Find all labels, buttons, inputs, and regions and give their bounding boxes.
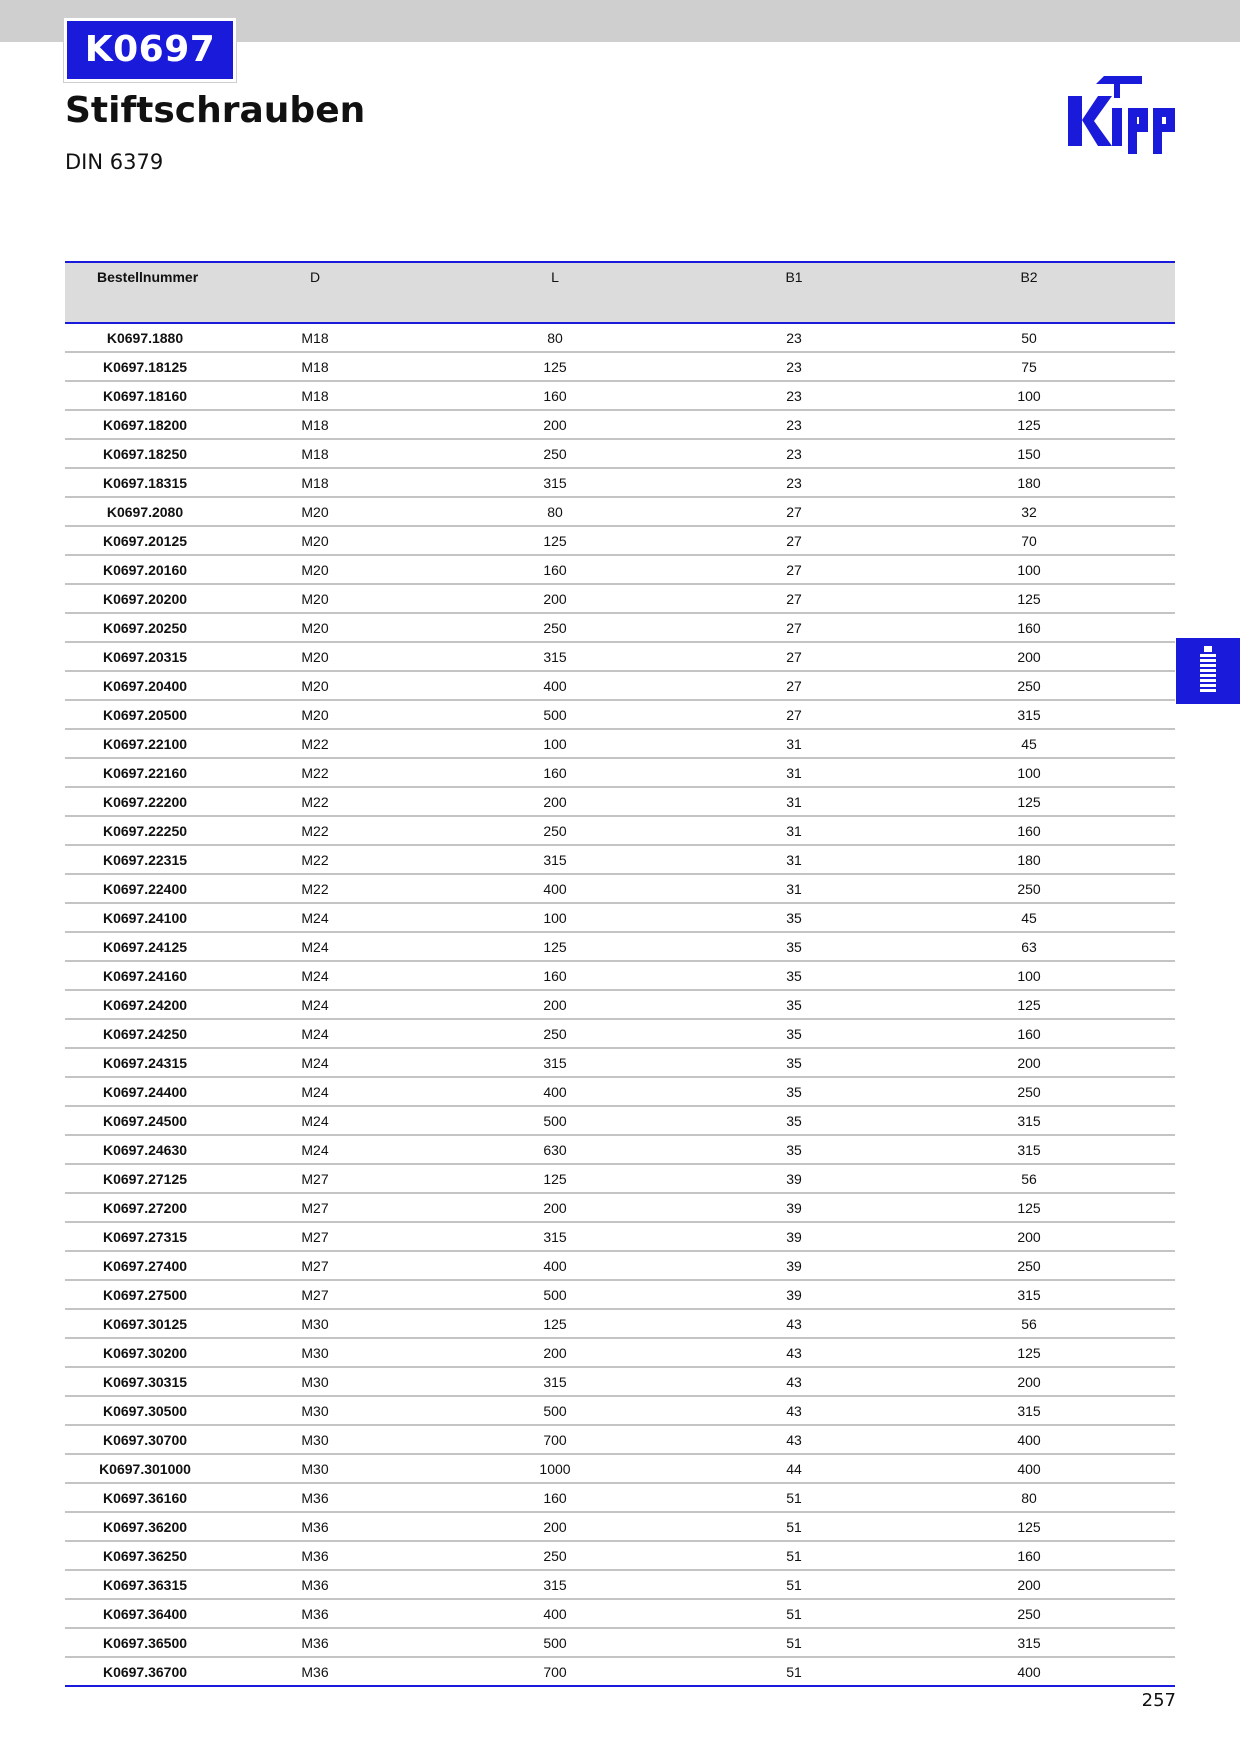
table-body: [65, 323, 1175, 1686]
l-cell: 315: [405, 468, 705, 497]
l-cell: 315: [405, 845, 705, 874]
l-cell: 1000: [405, 1454, 705, 1483]
b2-cell: 125: [883, 787, 1175, 816]
order-number-cell: K0697.24400: [65, 1077, 225, 1106]
order-number-cell: K0697.24160: [65, 961, 225, 990]
order-number-cell: K0697.20200: [65, 584, 225, 613]
b1-cell: 35: [705, 903, 883, 932]
page-title: Stiftschrauben: [65, 90, 366, 131]
l-cell: 400: [405, 1599, 705, 1628]
l-cell: 250: [405, 1541, 705, 1570]
b2-cell: 180: [883, 468, 1175, 497]
order-number-cell: K0697.22160: [65, 758, 225, 787]
l-cell: 400: [405, 874, 705, 903]
col-header-b2: B2: [883, 262, 1175, 323]
b1-cell: 39: [705, 1251, 883, 1280]
d-cell: M20: [225, 642, 405, 671]
order-number-cell: K0697.27315: [65, 1222, 225, 1251]
table-row: [65, 1193, 1175, 1222]
l-cell: 700: [405, 1425, 705, 1454]
order-number-cell: K0697.22100: [65, 729, 225, 758]
l-cell: 125: [405, 1309, 705, 1338]
b1-cell: 35: [705, 932, 883, 961]
l-cell: 200: [405, 990, 705, 1019]
table-row: [65, 1454, 1175, 1483]
table-row: [65, 1280, 1175, 1309]
col-header-d: D: [225, 262, 405, 323]
order-number-cell: K0697.22250: [65, 816, 225, 845]
l-cell: 700: [405, 1657, 705, 1686]
table-row: [65, 439, 1175, 468]
order-number-cell: K0697.20315: [65, 642, 225, 671]
table-row: [65, 990, 1175, 1019]
d-cell: M36: [225, 1483, 405, 1512]
order-number-cell: K0697.36400: [65, 1599, 225, 1628]
b1-cell: 27: [705, 497, 883, 526]
l-cell: 250: [405, 439, 705, 468]
d-cell: M20: [225, 584, 405, 613]
b1-cell: 23: [705, 323, 883, 352]
d-cell: M24: [225, 961, 405, 990]
dimension-table: [65, 261, 1175, 1687]
d-cell: M20: [225, 613, 405, 642]
l-cell: 200: [405, 410, 705, 439]
l-cell: 200: [405, 1338, 705, 1367]
b2-cell: 400: [883, 1657, 1175, 1686]
d-cell: M30: [225, 1425, 405, 1454]
b2-cell: 70: [883, 526, 1175, 555]
l-cell: 400: [405, 1251, 705, 1280]
table-row: [65, 1570, 1175, 1599]
table-row: [65, 1077, 1175, 1106]
threaded-stud-icon: [1198, 646, 1218, 696]
b1-cell: 23: [705, 352, 883, 381]
l-cell: 125: [405, 352, 705, 381]
table-row: [65, 613, 1175, 642]
b1-cell: 31: [705, 729, 883, 758]
order-number-cell: K0697.18315: [65, 468, 225, 497]
table-row: [65, 961, 1175, 990]
b2-cell: 250: [883, 1599, 1175, 1628]
order-number-cell: K0697.36700: [65, 1657, 225, 1686]
d-cell: M20: [225, 671, 405, 700]
d-cell: M22: [225, 729, 405, 758]
b2-cell: 250: [883, 671, 1175, 700]
order-number-cell: K0697.24200: [65, 990, 225, 1019]
b2-cell: 150: [883, 439, 1175, 468]
d-cell: M27: [225, 1251, 405, 1280]
b1-cell: 27: [705, 584, 883, 613]
b1-cell: 35: [705, 1048, 883, 1077]
d-cell: M24: [225, 1077, 405, 1106]
d-cell: M36: [225, 1570, 405, 1599]
l-cell: 500: [405, 700, 705, 729]
order-number-cell: K0697.20125: [65, 526, 225, 555]
b2-cell: 80: [883, 1483, 1175, 1512]
d-cell: M18: [225, 381, 405, 410]
order-number-cell: K0697.301000: [65, 1454, 225, 1483]
d-cell: M22: [225, 874, 405, 903]
b1-cell: 31: [705, 758, 883, 787]
b1-cell: 31: [705, 845, 883, 874]
b2-cell: 200: [883, 1048, 1175, 1077]
order-number-cell: K0697.22400: [65, 874, 225, 903]
b1-cell: 51: [705, 1570, 883, 1599]
d-cell: M20: [225, 526, 405, 555]
table-row: [65, 1222, 1175, 1251]
b2-cell: 250: [883, 874, 1175, 903]
table-row: [65, 787, 1175, 816]
l-cell: 500: [405, 1628, 705, 1657]
table-row: [65, 1048, 1175, 1077]
d-cell: M27: [225, 1164, 405, 1193]
order-number-cell: K0697.27125: [65, 1164, 225, 1193]
b1-cell: 39: [705, 1164, 883, 1193]
b1-cell: 43: [705, 1338, 883, 1367]
d-cell: M22: [225, 787, 405, 816]
b1-cell: 43: [705, 1425, 883, 1454]
d-cell: M24: [225, 903, 405, 932]
b2-cell: 100: [883, 381, 1175, 410]
table-row: [65, 497, 1175, 526]
order-number-cell: K0697.22315: [65, 845, 225, 874]
b2-cell: 56: [883, 1309, 1175, 1338]
order-number-cell: K0697.24500: [65, 1106, 225, 1135]
table-row: [65, 903, 1175, 932]
b1-cell: 51: [705, 1599, 883, 1628]
table-row: [65, 642, 1175, 671]
b1-cell: 23: [705, 468, 883, 497]
table-row: [65, 381, 1175, 410]
b1-cell: 23: [705, 439, 883, 468]
l-cell: 315: [405, 1367, 705, 1396]
d-cell: M24: [225, 1135, 405, 1164]
b2-cell: 315: [883, 1628, 1175, 1657]
table-row: [65, 1106, 1175, 1135]
d-cell: M18: [225, 352, 405, 381]
b2-cell: 200: [883, 1570, 1175, 1599]
l-cell: 250: [405, 816, 705, 845]
b2-cell: 315: [883, 1106, 1175, 1135]
b2-cell: 400: [883, 1425, 1175, 1454]
l-cell: 200: [405, 584, 705, 613]
d-cell: M24: [225, 932, 405, 961]
table-row: [65, 1512, 1175, 1541]
table-row: [65, 352, 1175, 381]
d-cell: M18: [225, 468, 405, 497]
l-cell: 630: [405, 1135, 705, 1164]
b2-cell: 125: [883, 1193, 1175, 1222]
category-tab[interactable]: [1176, 638, 1240, 704]
d-cell: M22: [225, 758, 405, 787]
table-row: [65, 526, 1175, 555]
d-cell: M36: [225, 1541, 405, 1570]
order-number-cell: K0697.30125: [65, 1309, 225, 1338]
l-cell: 400: [405, 1077, 705, 1106]
d-cell: M24: [225, 990, 405, 1019]
order-number-cell: K0697.36500: [65, 1628, 225, 1657]
l-cell: 250: [405, 1019, 705, 1048]
table-row: [65, 671, 1175, 700]
b2-cell: 45: [883, 729, 1175, 758]
table-row: [65, 1309, 1175, 1338]
table-row: [65, 816, 1175, 845]
l-cell: 80: [405, 497, 705, 526]
b1-cell: 31: [705, 787, 883, 816]
d-cell: M24: [225, 1019, 405, 1048]
d-cell: M36: [225, 1628, 405, 1657]
b1-cell: 23: [705, 381, 883, 410]
l-cell: 200: [405, 1512, 705, 1541]
l-cell: 315: [405, 1222, 705, 1251]
d-cell: M36: [225, 1512, 405, 1541]
b1-cell: 27: [705, 671, 883, 700]
l-cell: 500: [405, 1396, 705, 1425]
table-row: [65, 1396, 1175, 1425]
table-row: [65, 1135, 1175, 1164]
b2-cell: 125: [883, 1338, 1175, 1367]
order-number-cell: K0697.30500: [65, 1396, 225, 1425]
d-cell: M30: [225, 1338, 405, 1367]
order-number-cell: K0697.36160: [65, 1483, 225, 1512]
order-number-cell: K0697.24250: [65, 1019, 225, 1048]
table-row: [65, 1019, 1175, 1048]
b2-cell: 315: [883, 1135, 1175, 1164]
b1-cell: 35: [705, 1135, 883, 1164]
d-cell: M22: [225, 816, 405, 845]
b1-cell: 35: [705, 990, 883, 1019]
b2-cell: 125: [883, 990, 1175, 1019]
d-cell: M18: [225, 323, 405, 352]
b2-cell: 315: [883, 1280, 1175, 1309]
col-header-b1: B1: [705, 262, 883, 323]
d-cell: M36: [225, 1657, 405, 1686]
l-cell: 200: [405, 787, 705, 816]
order-number-cell: K0697.1880: [65, 323, 225, 352]
table-row: [65, 729, 1175, 758]
order-number-cell: K0697.24630: [65, 1135, 225, 1164]
table-row: [65, 845, 1175, 874]
order-number-cell: K0697.36200: [65, 1512, 225, 1541]
order-number-cell: K0697.24315: [65, 1048, 225, 1077]
b2-cell: 100: [883, 758, 1175, 787]
b1-cell: 35: [705, 1077, 883, 1106]
b1-cell: 35: [705, 1106, 883, 1135]
b2-cell: 125: [883, 1512, 1175, 1541]
b2-cell: 32: [883, 497, 1175, 526]
l-cell: 125: [405, 1164, 705, 1193]
d-cell: M18: [225, 439, 405, 468]
order-number-cell: K0697.20160: [65, 555, 225, 584]
order-number-cell: K0697.22200: [65, 787, 225, 816]
b1-cell: 35: [705, 1019, 883, 1048]
col-header-order-number: Bestellnummer: [65, 262, 225, 323]
table-row: [65, 758, 1175, 787]
order-number-cell: K0697.27500: [65, 1280, 225, 1309]
b2-cell: 180: [883, 845, 1175, 874]
d-cell: M27: [225, 1280, 405, 1309]
table-row: [65, 323, 1175, 352]
order-number-cell: K0697.18200: [65, 410, 225, 439]
b2-cell: 315: [883, 1396, 1175, 1425]
table-row: [65, 1628, 1175, 1657]
b2-cell: 200: [883, 1367, 1175, 1396]
b1-cell: 43: [705, 1396, 883, 1425]
order-number-cell: K0697.30315: [65, 1367, 225, 1396]
b1-cell: 39: [705, 1193, 883, 1222]
order-number-cell: K0697.36315: [65, 1570, 225, 1599]
d-cell: M30: [225, 1367, 405, 1396]
table-row: [65, 700, 1175, 729]
l-cell: 80: [405, 323, 705, 352]
b2-cell: 160: [883, 816, 1175, 845]
l-cell: 100: [405, 729, 705, 758]
order-number-cell: K0697.18125: [65, 352, 225, 381]
table-row: [65, 1657, 1175, 1686]
order-number-cell: K0697.24125: [65, 932, 225, 961]
table-header-row: [65, 262, 1175, 323]
l-cell: 500: [405, 1280, 705, 1309]
b2-cell: 45: [883, 903, 1175, 932]
l-cell: 125: [405, 932, 705, 961]
order-number-cell: K0697.18160: [65, 381, 225, 410]
b2-cell: 400: [883, 1454, 1175, 1483]
d-cell: M27: [225, 1222, 405, 1251]
table-row: [65, 1483, 1175, 1512]
b2-cell: 125: [883, 410, 1175, 439]
kipp-logo: [1066, 74, 1180, 160]
l-cell: 200: [405, 1193, 705, 1222]
table-row: [65, 1599, 1175, 1628]
l-cell: 160: [405, 961, 705, 990]
b1-cell: 27: [705, 555, 883, 584]
b1-cell: 27: [705, 613, 883, 642]
b1-cell: 43: [705, 1367, 883, 1396]
d-cell: M22: [225, 845, 405, 874]
b1-cell: 51: [705, 1483, 883, 1512]
table-row: [65, 584, 1175, 613]
b2-cell: 50: [883, 323, 1175, 352]
b2-cell: 160: [883, 1019, 1175, 1048]
b2-cell: 125: [883, 584, 1175, 613]
l-cell: 500: [405, 1106, 705, 1135]
b1-cell: 44: [705, 1454, 883, 1483]
table-row: [65, 932, 1175, 961]
l-cell: 160: [405, 555, 705, 584]
d-cell: M30: [225, 1454, 405, 1483]
b1-cell: 31: [705, 874, 883, 903]
page-subtitle: DIN 6379: [65, 150, 164, 174]
l-cell: 100: [405, 903, 705, 932]
d-cell: M18: [225, 410, 405, 439]
order-number-cell: K0697.30200: [65, 1338, 225, 1367]
col-header-l: L: [405, 262, 705, 323]
d-cell: M30: [225, 1396, 405, 1425]
l-cell: 315: [405, 1048, 705, 1077]
b1-cell: 27: [705, 526, 883, 555]
l-cell: 250: [405, 613, 705, 642]
b1-cell: 51: [705, 1512, 883, 1541]
table-row: [65, 1338, 1175, 1367]
b1-cell: 31: [705, 816, 883, 845]
order-number-cell: K0697.36250: [65, 1541, 225, 1570]
d-cell: M20: [225, 700, 405, 729]
b1-cell: 27: [705, 700, 883, 729]
b1-cell: 39: [705, 1222, 883, 1251]
b2-cell: 56: [883, 1164, 1175, 1193]
order-number-cell: K0697.27200: [65, 1193, 225, 1222]
table-row: [65, 1164, 1175, 1193]
b2-cell: 250: [883, 1251, 1175, 1280]
table-row: [65, 874, 1175, 903]
d-cell: M20: [225, 555, 405, 584]
b1-cell: 35: [705, 961, 883, 990]
table-row: [65, 1425, 1175, 1454]
d-cell: M20: [225, 497, 405, 526]
b1-cell: 43: [705, 1309, 883, 1338]
b2-cell: 63: [883, 932, 1175, 961]
b1-cell: 51: [705, 1628, 883, 1657]
b1-cell: 51: [705, 1541, 883, 1570]
l-cell: 160: [405, 1483, 705, 1512]
b1-cell: 39: [705, 1280, 883, 1309]
d-cell: M30: [225, 1309, 405, 1338]
order-number-cell: K0697.27400: [65, 1251, 225, 1280]
b2-cell: 250: [883, 1077, 1175, 1106]
l-cell: 160: [405, 381, 705, 410]
d-cell: M24: [225, 1048, 405, 1077]
b2-cell: 200: [883, 642, 1175, 671]
b2-cell: 100: [883, 961, 1175, 990]
b2-cell: 75: [883, 352, 1175, 381]
b2-cell: 160: [883, 1541, 1175, 1570]
order-number-cell: K0697.30700: [65, 1425, 225, 1454]
b2-cell: 100: [883, 555, 1175, 584]
b1-cell: 23: [705, 410, 883, 439]
l-cell: 400: [405, 671, 705, 700]
l-cell: 160: [405, 758, 705, 787]
l-cell: 315: [405, 1570, 705, 1599]
b1-cell: 27: [705, 642, 883, 671]
order-number-cell: K0697.20250: [65, 613, 225, 642]
table-row: [65, 1251, 1175, 1280]
table-row: [65, 555, 1175, 584]
product-code-badge: K0697: [64, 18, 236, 82]
order-number-cell: K0697.18250: [65, 439, 225, 468]
d-cell: M27: [225, 1193, 405, 1222]
table-row: [65, 468, 1175, 497]
order-number-cell: K0697.24100: [65, 903, 225, 932]
b1-cell: 51: [705, 1657, 883, 1686]
order-number-cell: K0697.20500: [65, 700, 225, 729]
d-cell: M24: [225, 1106, 405, 1135]
d-cell: M36: [225, 1599, 405, 1628]
page-number: 257: [1141, 1690, 1176, 1711]
b2-cell: 160: [883, 613, 1175, 642]
table-row: [65, 1367, 1175, 1396]
b2-cell: 200: [883, 1222, 1175, 1251]
table-row: [65, 1541, 1175, 1570]
l-cell: 315: [405, 642, 705, 671]
order-number-cell: K0697.20400: [65, 671, 225, 700]
order-number-cell: K0697.2080: [65, 497, 225, 526]
table-row: [65, 410, 1175, 439]
b2-cell: 315: [883, 700, 1175, 729]
l-cell: 125: [405, 526, 705, 555]
